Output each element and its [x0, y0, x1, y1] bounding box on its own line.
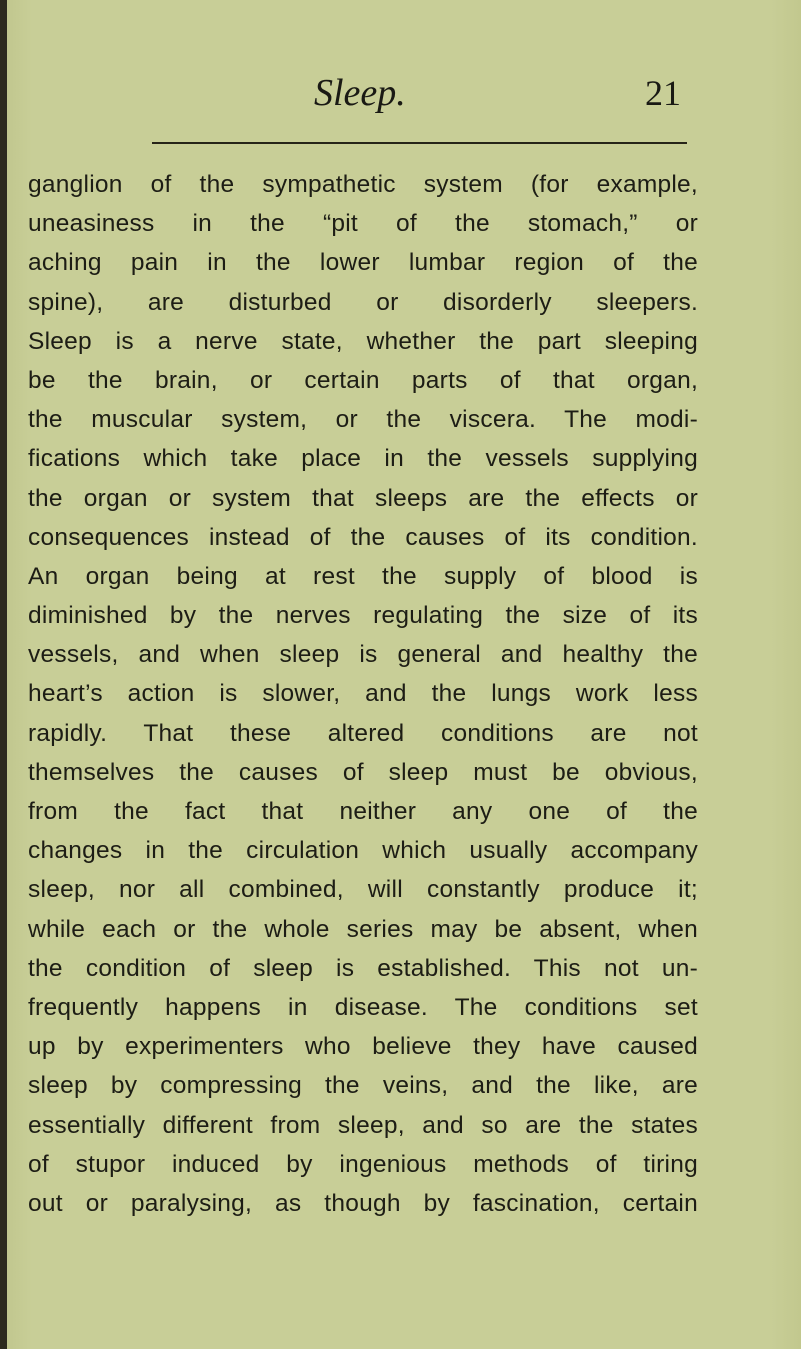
text-line: An organ being at rest the supply of blood is — [28, 562, 698, 590]
text-line: the organ or system that sleeps are the effects or — [28, 484, 698, 512]
text-line: essentially different from sleep, and so are the states — [28, 1111, 698, 1139]
running-title: Sleep. — [314, 72, 406, 114]
text-line: uneasiness in the “pit of the stomach,” or — [28, 210, 698, 238]
text-line: aching pain in the lower lumbar region of the — [28, 249, 698, 277]
text-line: the condition of sleep is established. This not un- — [28, 954, 698, 982]
page-number: 21 — [645, 73, 681, 113]
text-line: sleep by compressing the veins, and the like, are — [28, 1072, 698, 1100]
page-header — [0, 68, 801, 118]
text-line: the muscular system, or the viscera. The modi- — [28, 406, 698, 434]
binding-edge — [0, 0, 7, 1349]
text-line: from the fact that neither any one of the — [28, 798, 698, 825]
text-line: heart’s action is slower, and the lungs work less — [28, 680, 698, 708]
text-line: vessels, and when sleep is general and healthy the — [28, 641, 698, 669]
text-line: spine), are disturbed or disorderly sleepers. — [28, 288, 698, 316]
text-line: rapidly. That these altered conditions are not — [28, 719, 698, 747]
header-rule — [152, 142, 687, 144]
text-line: fications which take place in the vessels supplying — [28, 445, 698, 473]
text-line: sleep, nor all combined, will constantly produce it; — [28, 876, 698, 904]
text-line: consequences instead of the causes of its condition. — [28, 523, 698, 551]
text-line: ganglion of the sympathetic system (for example, — [28, 171, 698, 198]
text-line: be the brain, or certain parts of that organ, — [28, 366, 698, 394]
text-line: up by experimenters who believe they have caused — [28, 1033, 698, 1061]
text-line: changes in the circulation which usually accompany — [28, 837, 698, 865]
text-line: Sleep is a nerve state, whether the part sleeping — [28, 327, 698, 355]
text-line: while each or the whole series may be absent, when — [28, 915, 698, 943]
text-line: diminished by the nerves regulating the size of its — [28, 602, 698, 630]
text-line: of stupor induced by ingenious methods of tiring — [28, 1150, 698, 1178]
text-line: out or paralysing, as though by fascination, certain — [28, 1189, 698, 1217]
text-line: frequently happens in disease. The conditions set — [28, 993, 698, 1021]
body-text — [28, 165, 698, 1223]
text-line: themselves the causes of sleep must be obvious, — [28, 758, 698, 786]
